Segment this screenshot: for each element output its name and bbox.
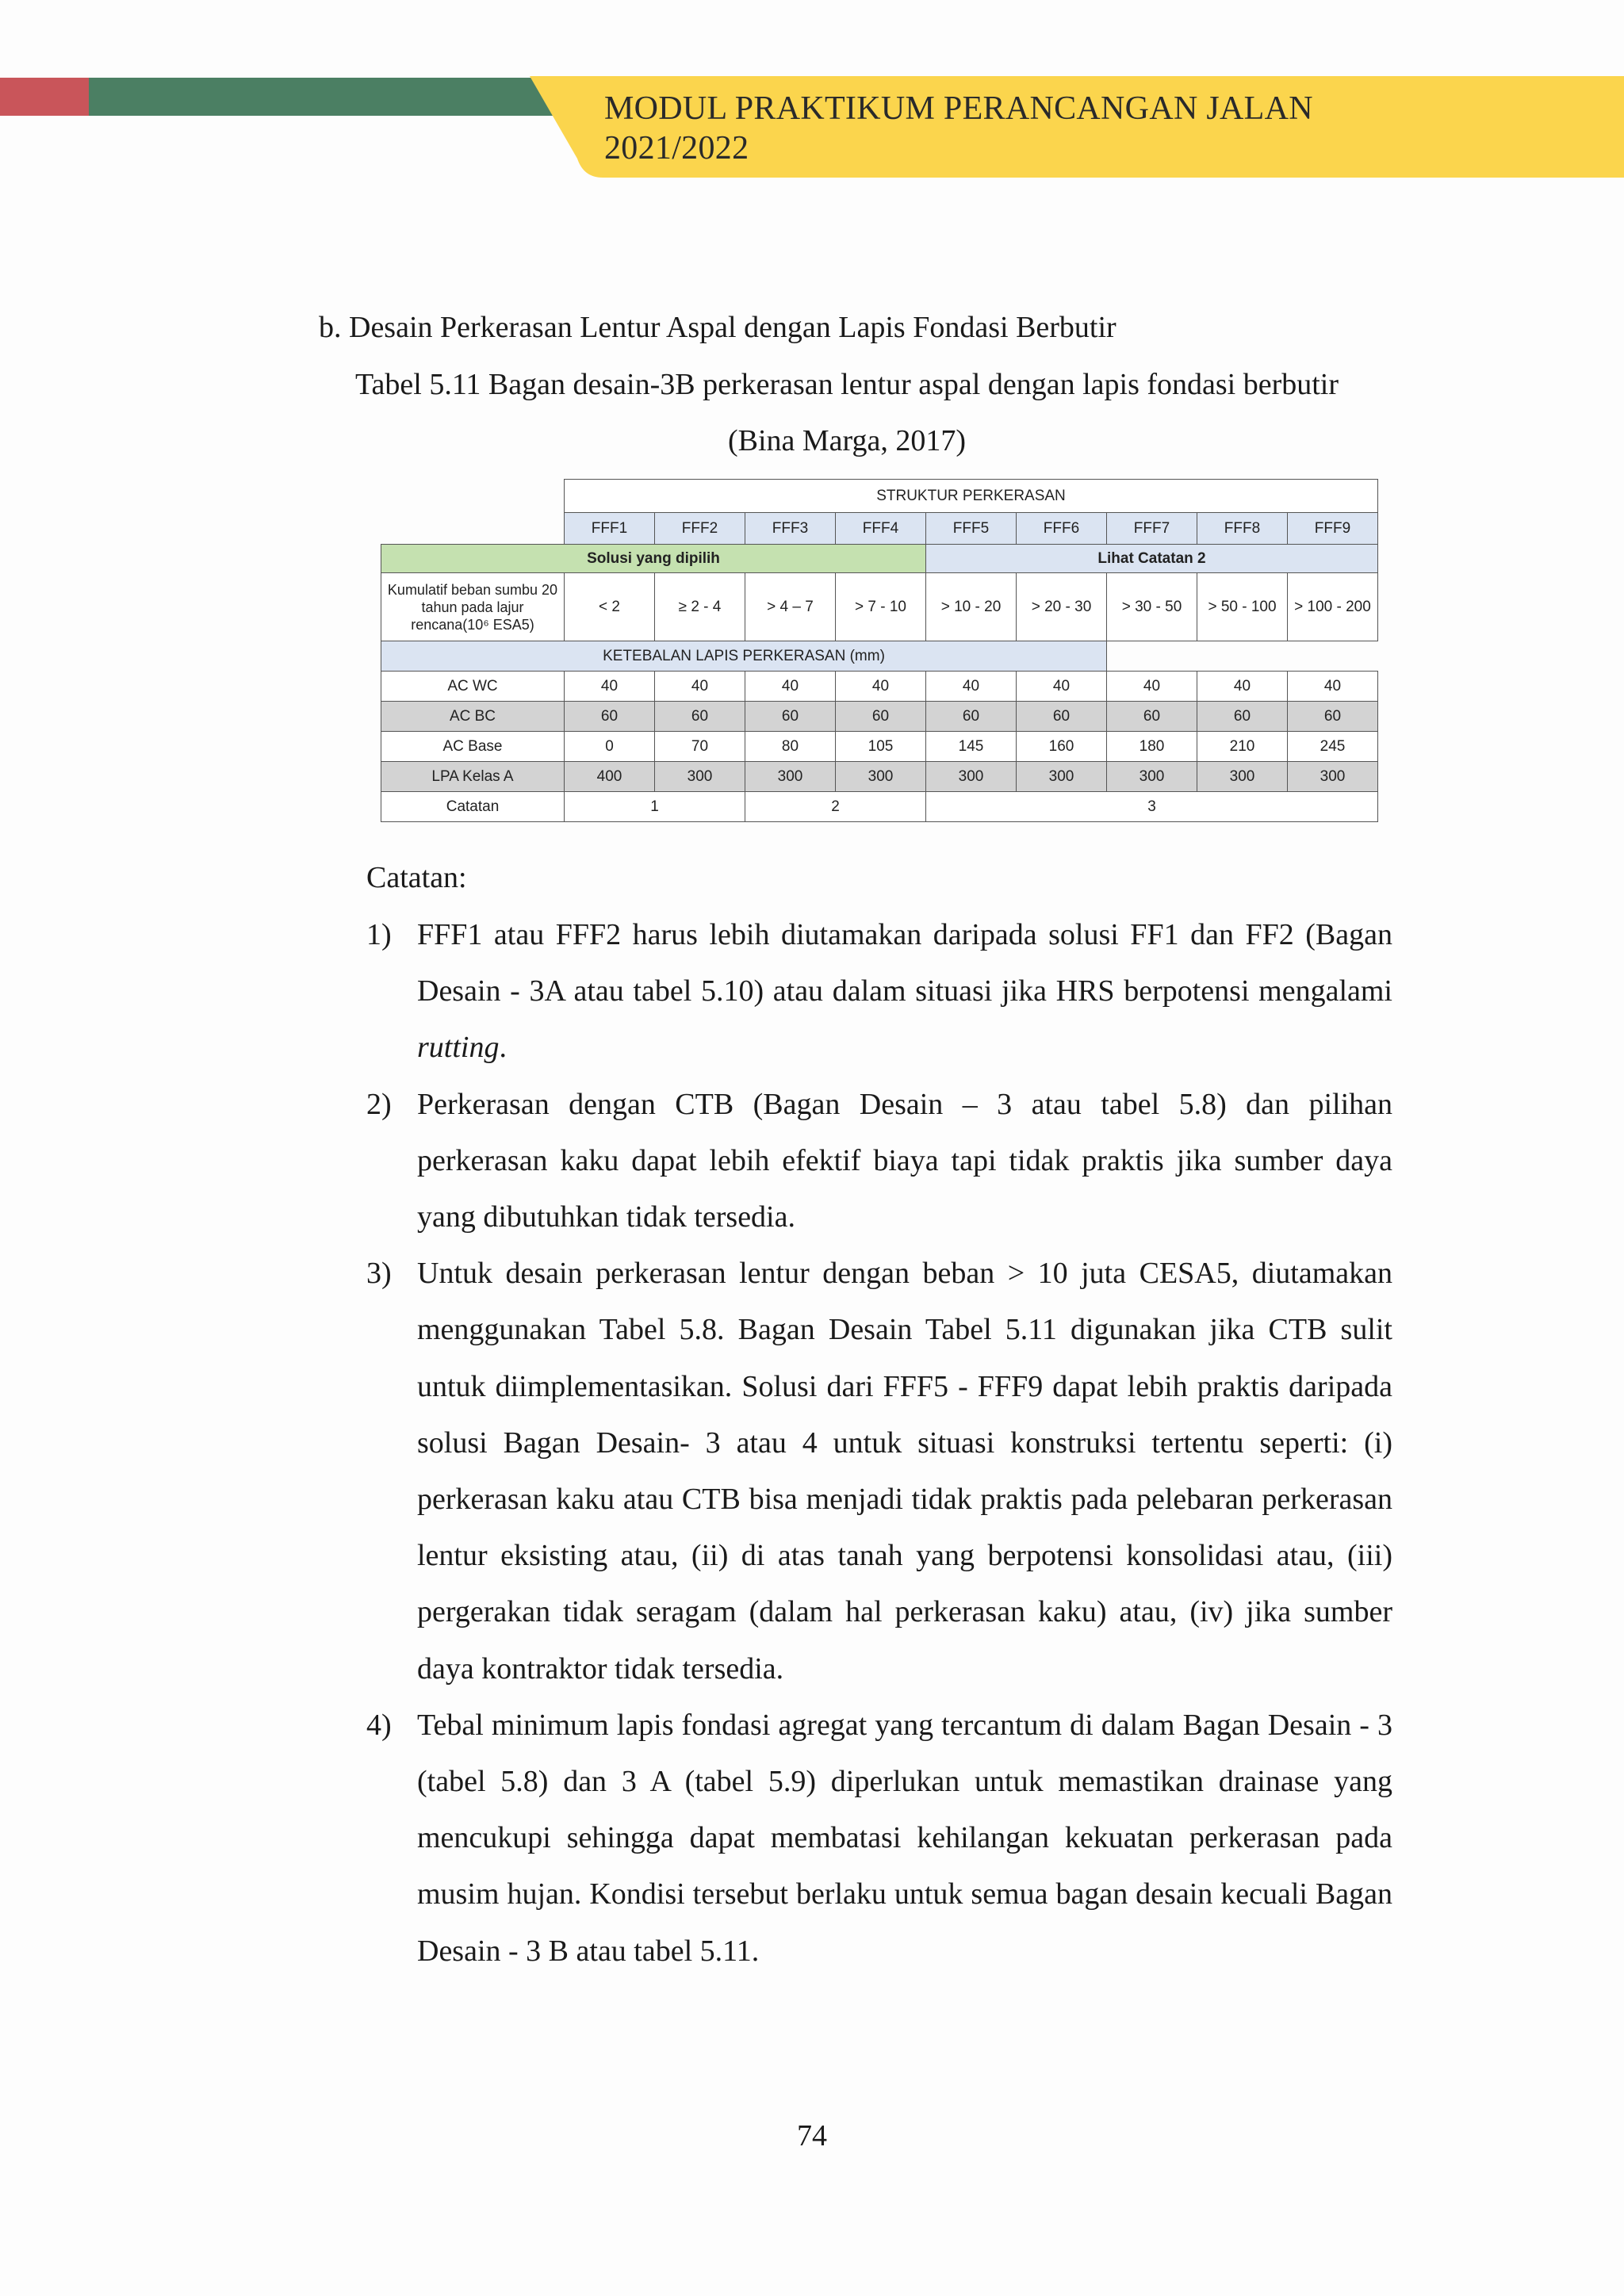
table-cell: 60 bbox=[1197, 702, 1288, 732]
table-cell: > 4 – 7 bbox=[745, 573, 836, 641]
column-header: FFF4 bbox=[836, 513, 926, 545]
table-cell: 145 bbox=[926, 732, 1017, 762]
note-text: Tebal minimum lapis fondasi agregat yang tercantum di dalam Bagan Desain - 3 (tabel 5.8) dan 3 A (tabel 5.9) diperlukan untuk memastikan drainase yang mencukupi sehingga dapat membatasi kehilangan kekuatan perkerasan pada musim hujan. Kondisi tersebut berlaku untuk semua bagan desain kecuali Bagan Desain - 3 B atau tabel 5.11. bbox=[417, 1708, 1392, 1968]
table-row bbox=[381, 762, 1378, 792]
table-cell: 300 bbox=[926, 762, 1017, 792]
table-cell: 300 bbox=[1017, 762, 1107, 792]
column-header: FFF5 bbox=[926, 513, 1017, 545]
table-cell: > 50 - 100 bbox=[1197, 573, 1288, 641]
solusi-row bbox=[381, 545, 1378, 573]
table-cell: > 30 - 50 bbox=[1107, 573, 1197, 641]
note-text: Untuk desain perkerasan lentur dengan beban > 10 juta CESA5, diutamakan menggunakan Tabel 5.8. Bagan Desain Tabel 5.11 digunakan jika CTB sulit untuk diimplementasikan. Solusi dari FFF5 - FFF9 dapat lebih praktis daripada solusi Bagan Desain- 3 atau 4 untuk situasi konstruksi tertentu seperti: (i) perkerasan kaku atau CTB bisa menjadi tidak praktis pada pelebaran perkerasan lentur eksisting atau, (ii) di atas tanah yang berpotensi konsolidasi atau, (iii) pergerakan tidak seragam (dalam hal perkerasan kaku) atau, (iv) jika sumber daya kontraktor tidak tersedia. bbox=[417, 1257, 1392, 1686]
table-cell: 40 bbox=[1288, 672, 1378, 702]
column-header: FFF9 bbox=[1288, 513, 1378, 545]
table-row bbox=[381, 672, 1378, 702]
notes-list bbox=[366, 907, 1392, 1980]
design-table bbox=[381, 479, 1378, 822]
table-cell: 300 bbox=[1197, 762, 1288, 792]
solusi-label: Solusi yang dipilih bbox=[381, 545, 926, 573]
note-number: 4) bbox=[366, 1708, 392, 1742]
note-number: 2) bbox=[366, 1087, 392, 1121]
table-cell: 60 bbox=[565, 702, 655, 732]
header-title-line1: MODUL PRAKTIKUM PERANCANGAN JALAN bbox=[604, 90, 1313, 127]
catatan-cell: 3 bbox=[926, 792, 1378, 822]
row-label: AC BC bbox=[381, 702, 565, 732]
table-caption-line1: Tabel 5.11 Bagan desain-3B perkerasan lentur aspal dengan lapis fondasi berbutir bbox=[354, 368, 1339, 401]
note-text: Perkerasan dengan CTB (Bagan Desain – 3 atau tabel 5.8) dan pilihan perkerasan kaku dapat lebih efektif biaya tapi tidak praktis jika sumber daya yang dibutuhkan tidak tersedia. bbox=[417, 1087, 1392, 1234]
table-cell: 180 bbox=[1107, 732, 1197, 762]
table-cell: 300 bbox=[1288, 762, 1378, 792]
note-text-end: . bbox=[499, 1031, 507, 1065]
table-cell: > 10 - 20 bbox=[926, 573, 1017, 641]
table-cell: 60 bbox=[836, 702, 926, 732]
table-cell: 80 bbox=[745, 732, 836, 762]
header-title bbox=[604, 89, 1556, 168]
note-text: FFF1 atau FFF2 harus lebih diutamakan daripada solusi FF1 dan FF2 (Bagan Desain - 3A atau tabel 5.10) atau dalam situasi jika HRS berpotensi mengalami bbox=[417, 918, 1392, 1008]
ketebalan-header: KETEBALAN LAPIS PERKERASAN (mm) bbox=[381, 641, 1107, 672]
row-label: AC Base bbox=[381, 732, 565, 762]
row-label: AC WC bbox=[381, 672, 565, 702]
notes-title: Catatan: bbox=[366, 861, 467, 894]
table-cell: > 20 - 30 bbox=[1017, 573, 1107, 641]
list-item bbox=[366, 907, 1392, 1077]
table-cell: 70 bbox=[655, 732, 745, 762]
table-cell: 300 bbox=[1107, 762, 1197, 792]
table-cell: 40 bbox=[745, 672, 836, 702]
table-cell: 40 bbox=[926, 672, 1017, 702]
table-cell: 40 bbox=[1017, 672, 1107, 702]
list-item bbox=[366, 1697, 1392, 1980]
design-table-wrapper bbox=[381, 479, 1378, 822]
header-red-segment bbox=[0, 78, 94, 116]
table-cell: 245 bbox=[1288, 732, 1378, 762]
page-number: 74 bbox=[797, 2119, 827, 2152]
table-cell: 40 bbox=[565, 672, 655, 702]
note-number: 3) bbox=[366, 1257, 392, 1291]
row-label: LPA Kelas A bbox=[381, 762, 565, 792]
catatan-cell: 1 bbox=[565, 792, 745, 822]
page-header bbox=[0, 0, 1624, 190]
column-header: FFF6 bbox=[1017, 513, 1107, 545]
table-cell: 40 bbox=[1197, 672, 1288, 702]
struktur-header: STRUKTUR PERKERASAN bbox=[565, 480, 1378, 513]
table-cell: 40 bbox=[655, 672, 745, 702]
kumulatif-label: Kumulatif beban sumbu 20 tahun pada lajur rencana(10⁶ ESA5) bbox=[381, 573, 565, 641]
table-row bbox=[381, 732, 1378, 762]
note-number: 1) bbox=[366, 918, 392, 951]
catatan-cell: 2 bbox=[745, 792, 926, 822]
lihat-catatan-label: Lihat Catatan 2 bbox=[926, 545, 1378, 573]
table-cell: 0 bbox=[565, 732, 655, 762]
table-cell: 160 bbox=[1017, 732, 1107, 762]
table-row bbox=[381, 702, 1378, 732]
ketebalan-row bbox=[381, 641, 1378, 672]
list-item bbox=[366, 1246, 1392, 1697]
list-item bbox=[366, 1077, 1392, 1246]
table-cell: 60 bbox=[1017, 702, 1107, 732]
column-header: FFF2 bbox=[655, 513, 745, 545]
column-header: FFF8 bbox=[1197, 513, 1288, 545]
column-header: FFF1 bbox=[565, 513, 655, 545]
header-green-segment bbox=[89, 78, 580, 116]
table-caption bbox=[301, 357, 1392, 469]
fff-header-row bbox=[381, 513, 1378, 545]
table-cell: 300 bbox=[836, 762, 926, 792]
table-cell: 210 bbox=[1197, 732, 1288, 762]
table-cell: 60 bbox=[1107, 702, 1197, 732]
header-title-line2: 2021/2022 bbox=[604, 130, 749, 166]
catatan-label: Catatan bbox=[381, 792, 565, 822]
table-cell: 400 bbox=[565, 762, 655, 792]
table-cell: < 2 bbox=[565, 573, 655, 641]
table-cell: 105 bbox=[836, 732, 926, 762]
table-cell: 60 bbox=[745, 702, 836, 732]
kumulatif-row bbox=[381, 573, 1378, 641]
table-caption-line2: (Bina Marga, 2017) bbox=[727, 424, 967, 457]
table-cell: > 7 - 10 bbox=[836, 573, 926, 641]
section-heading: b. Desain Perkerasan Lentur Aspal dengan Lapis Fondasi Berbutir bbox=[319, 311, 1116, 344]
table-cell: ≥ 2 - 4 bbox=[655, 573, 745, 641]
table-cell: > 100 - 200 bbox=[1288, 573, 1378, 641]
table-cell: 60 bbox=[926, 702, 1017, 732]
note-emphasis: rutting bbox=[417, 1031, 500, 1065]
table-cell: 40 bbox=[1107, 672, 1197, 702]
table-cell: 60 bbox=[655, 702, 745, 732]
column-header: FFF7 bbox=[1107, 513, 1197, 545]
table-cell: 300 bbox=[655, 762, 745, 792]
column-header: FFF3 bbox=[745, 513, 836, 545]
table-cell: 60 bbox=[1288, 702, 1378, 732]
table-cell: 300 bbox=[745, 762, 836, 792]
table-cell: 40 bbox=[836, 672, 926, 702]
catatan-row bbox=[381, 792, 1378, 822]
